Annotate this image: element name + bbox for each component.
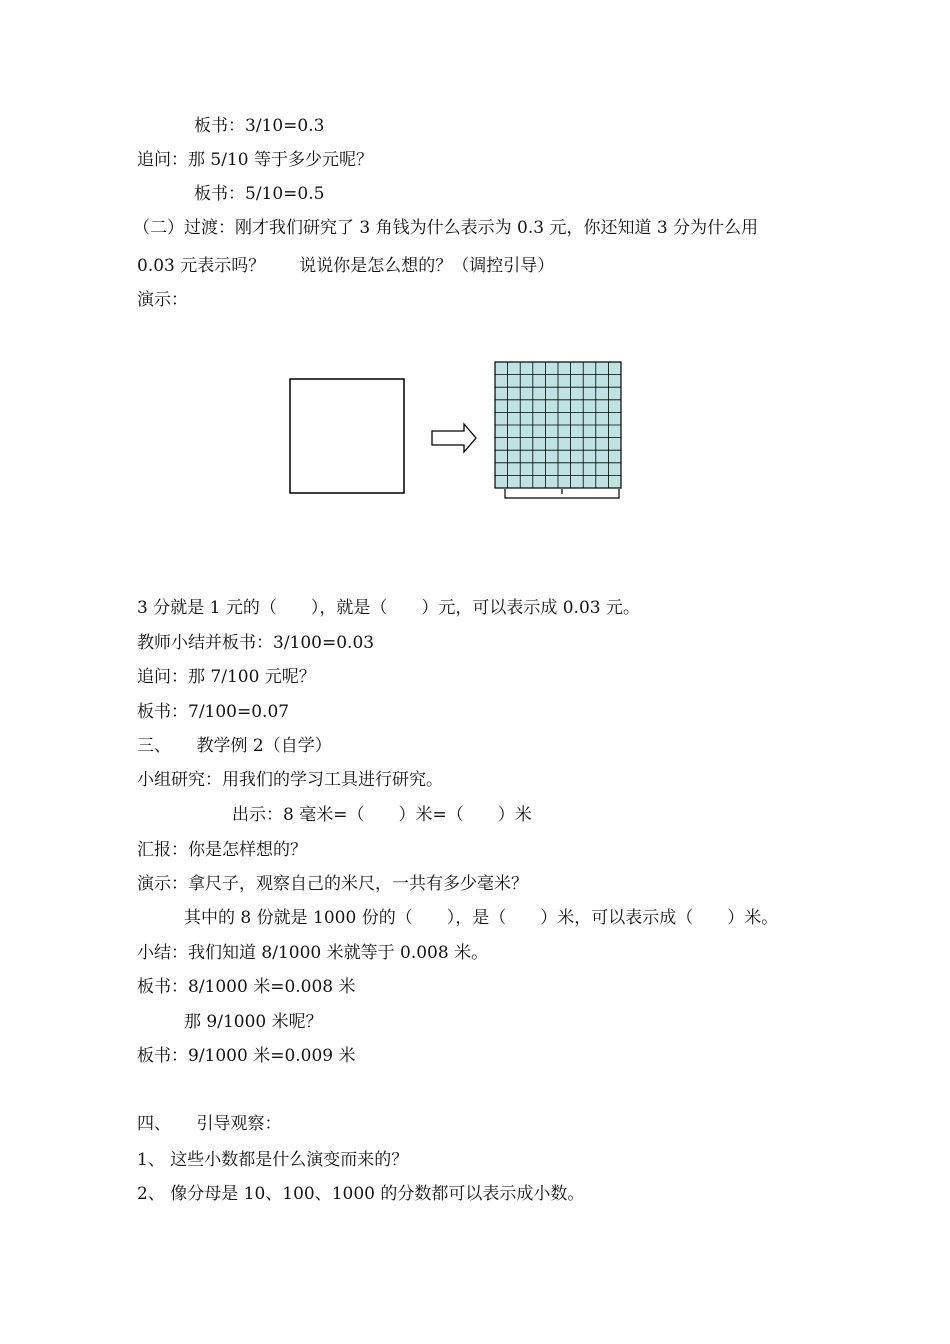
text-line: （二）过渡：刚才我们研究了 3 角钱为什么表示为 0.3 元，你还知道 3 分为什么用	[133, 218, 759, 238]
text-line: 汇报：你是怎样想的？	[137, 840, 307, 860]
text-line: 板书：3/10=0.3	[194, 116, 325, 136]
text-line: 板书：7/100=0.07	[137, 702, 290, 722]
text-line: 1、 这些小数都是什么演变而来的？	[137, 1150, 409, 1170]
text-line: 三、 教学例 2（自学）	[137, 736, 332, 756]
text-line: 其中的 8 份就是 1000 份的（ ），是（ ）米，可以表示成（ ）米。	[184, 908, 779, 928]
text-line: 那 9/1000 米呢？	[184, 1012, 323, 1032]
hundred-grid	[495, 362, 621, 488]
text-line: 3 分就是 1 元的（ ），就是（ ）元，可以表示成 0.03 元。	[137, 598, 641, 618]
grid-bracket	[505, 489, 619, 498]
unit-square	[290, 379, 404, 493]
text-line: 演示：	[137, 290, 188, 310]
text-line: 四、 引导观察：	[137, 1114, 282, 1134]
text-line: 小组研究：用我们的学习工具进行研究。	[137, 770, 443, 790]
text-line: 板书：5/10=0.5	[194, 184, 325, 204]
text-line: 教师小结并板书：3/100=0.03	[137, 633, 375, 653]
text-line: 板书：8/1000 米=0.008 米	[137, 977, 356, 997]
right-arrow-icon	[432, 424, 476, 452]
text-line: 演示：拿尺子，观察自己的米尺，一共有多少毫米？	[137, 874, 528, 894]
text-line: 小结：我们知道 8/1000 米就等于 0.008 米。	[137, 943, 489, 963]
text-line: 板书：9/1000 米=0.009 米	[137, 1046, 356, 1066]
text-line: 追问：那 7/100 元呢？	[137, 667, 316, 687]
text-line: 0.03 元表示吗？ 说说你是怎么想的？（调控引导）	[137, 256, 555, 276]
text-line: 出示：8 毫米=（ ）米=（ ）米	[232, 805, 532, 825]
text-line: 追问：那 5/10 等于多少元呢？	[137, 150, 373, 170]
text-line: 2、 像分母是 10、100、1000 的分数都可以表示成小数。	[137, 1184, 585, 1204]
